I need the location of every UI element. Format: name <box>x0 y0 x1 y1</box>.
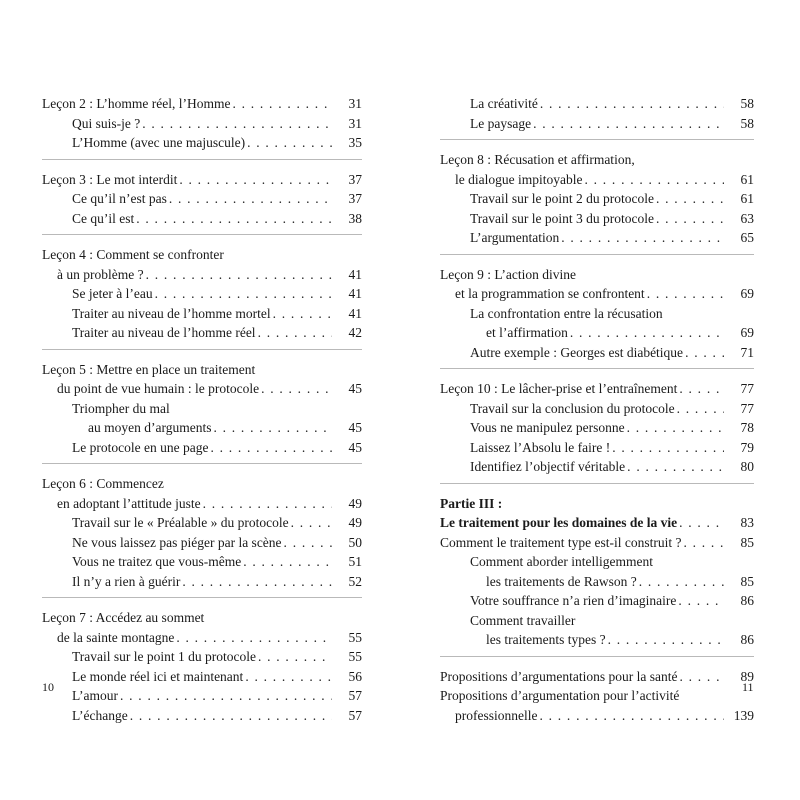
toc-entry <box>42 533 362 553</box>
toc-page: 79 <box>740 439 754 455</box>
toc-title: Vous ne traitez que vous-même <box>72 554 242 569</box>
toc-page: 86 <box>740 632 754 647</box>
toc-title: Qui suis-je ? <box>72 115 141 131</box>
toc-page: 57 <box>348 707 362 723</box>
toc-title-line: Leçon 9 : L’action divine <box>440 266 576 282</box>
toc-page: 58 <box>740 96 754 111</box>
toc-group-lesson-2 <box>42 94 362 160</box>
toc-entry <box>42 572 362 592</box>
toc-title: Se jeter à l’eau <box>72 286 153 301</box>
toc-title: les traitements de Rawson ? <box>486 573 637 589</box>
leader-dots <box>284 533 332 553</box>
toc-title-line: Leçon 6 : Commencez <box>42 476 164 491</box>
toc-page: 55 <box>348 629 362 645</box>
toc-entry <box>440 323 754 343</box>
toc-title: Ce qu’il n’est pas <box>72 191 167 206</box>
page-number-left: 10 <box>42 680 54 694</box>
toc-title: Le protocole en une page <box>72 439 209 455</box>
toc-page: 63 <box>740 210 754 226</box>
leader-dots <box>612 438 724 458</box>
toc-entry <box>42 114 362 134</box>
toc-title: de la sainte montagne <box>57 629 175 645</box>
toc-title-line: Comment travailler <box>470 612 576 628</box>
toc-entry <box>440 114 754 134</box>
leader-dots <box>678 591 724 611</box>
toc-title: Comment le traitement type est-il construit ? <box>440 534 682 550</box>
toc-title: Le monde réel ici et maintenant <box>72 668 244 684</box>
toc-entry <box>440 438 754 458</box>
toc-page: 77 <box>740 381 754 396</box>
toc-entry <box>440 379 754 399</box>
toc-entry <box>42 209 362 229</box>
toc-title: Travail sur le point 2 du protocole <box>470 191 654 206</box>
toc-title: Identifiez l’objectif véritable <box>470 459 626 474</box>
leader-dots <box>608 630 724 650</box>
leader-dots <box>245 667 332 687</box>
toc-title: Le traitement pour les domaines de la vie <box>440 515 678 530</box>
leader-dots <box>136 209 332 229</box>
toc-page: 85 <box>740 573 754 589</box>
toc-page: 86 <box>740 593 754 608</box>
toc-title: Le paysage <box>470 115 532 131</box>
leader-dots <box>627 418 724 438</box>
leader-dots <box>679 379 724 399</box>
toc-entry <box>440 170 754 190</box>
toc-title: les traitements types ? <box>486 632 606 647</box>
toc-entry <box>440 418 754 438</box>
toc-page: 139 <box>733 707 754 723</box>
leader-dots <box>539 706 724 726</box>
toc-entry <box>42 628 362 648</box>
toc-page: 41 <box>348 266 362 282</box>
toc-title: Ne vous laissez pas piéger par la scène <box>72 534 282 550</box>
toc-right-column <box>440 94 754 731</box>
toc-title: Ce qu’il est <box>72 210 135 226</box>
toc-page: 50 <box>348 534 362 550</box>
toc-title: du point de vue humain : le protocole <box>57 381 260 396</box>
leader-dots <box>247 133 332 153</box>
toc-entry <box>42 304 362 324</box>
toc-entry <box>42 284 362 304</box>
leader-dots <box>540 94 724 114</box>
toc-entry <box>440 343 754 363</box>
toc-entry <box>440 572 754 592</box>
toc-title-line: Comment aborder intelligemment <box>470 554 653 569</box>
leader-dots <box>213 418 332 438</box>
toc-group-lesson-9 <box>440 265 754 370</box>
leader-dots <box>683 533 724 553</box>
toc-title: Leçon 3 : Le mot interdit <box>42 171 178 187</box>
toc-group-lesson-6 <box>42 474 362 598</box>
toc-group-lesson-5 <box>42 360 362 465</box>
toc-entry <box>42 513 362 533</box>
toc-title: Travail sur le point 1 du protocole <box>72 649 256 664</box>
leader-dots <box>291 513 332 533</box>
toc-page: 51 <box>348 554 362 569</box>
leader-dots <box>258 323 332 343</box>
toc-page: 58 <box>740 115 754 131</box>
toc-page: 31 <box>348 115 362 131</box>
leader-dots <box>182 572 332 592</box>
leader-dots <box>647 284 724 304</box>
toc-page: 57 <box>348 688 362 703</box>
toc-title: Travail sur le « Préalable » du protocole <box>72 515 289 530</box>
leader-dots <box>533 114 724 134</box>
leader-dots <box>677 399 724 419</box>
toc-group-lesson-10 <box>440 379 754 484</box>
toc-title: Autre exemple : Georges est diabétique <box>470 344 684 360</box>
toc-page: 31 <box>348 96 362 111</box>
toc-page: 38 <box>348 210 362 226</box>
leader-dots <box>120 686 332 706</box>
leader-dots <box>656 189 724 209</box>
toc-page: 77 <box>740 400 754 416</box>
toc-title-line: Leçon 4 : Comment se confronter <box>42 247 224 262</box>
toc-page: 69 <box>740 325 754 340</box>
toc-title: Travail sur la conclusion du protocole <box>470 400 675 416</box>
toc-title: Traiter au niveau de l’homme mortel <box>72 305 271 321</box>
leader-dots <box>130 706 332 726</box>
toc-title: L’Homme (avec une majuscule) <box>72 135 246 150</box>
toc-title: professionnelle <box>455 707 538 723</box>
leader-dots <box>584 170 724 190</box>
leader-dots <box>243 552 332 572</box>
toc-page: 69 <box>740 286 754 301</box>
toc-page: 49 <box>348 495 362 511</box>
toc-title: Votre souffrance n’a rien d’imaginaire <box>470 593 677 608</box>
toc-page: 61 <box>740 191 754 206</box>
leader-dots <box>176 628 332 648</box>
toc-page: 83 <box>740 515 754 530</box>
toc-title: L’amour <box>72 688 118 703</box>
toc-entry <box>42 494 362 514</box>
leader-dots <box>679 513 724 533</box>
leader-dots <box>210 438 332 458</box>
toc-title: Leçon 10 : Le lâcher-prise et l’entraînement <box>440 381 678 396</box>
toc-page: 45 <box>348 420 362 435</box>
part-label: Partie III : <box>440 495 503 511</box>
leader-dots <box>142 114 332 134</box>
leader-dots <box>179 170 332 190</box>
toc-entry <box>42 418 362 438</box>
toc-left-column <box>42 94 362 731</box>
toc-title: La créativité <box>470 96 538 111</box>
leader-dots <box>627 457 724 477</box>
leader-dots <box>570 323 724 343</box>
toc-entry <box>440 533 754 553</box>
toc-title: et l’affirmation <box>486 325 568 340</box>
toc-title: en adoptant l’attitude juste <box>57 495 201 511</box>
toc-entry <box>440 209 754 229</box>
leader-dots <box>232 94 332 114</box>
toc-title: Laissez l’Absolu le faire ! <box>470 439 611 455</box>
leader-dots <box>561 228 724 248</box>
toc-entry <box>42 552 362 572</box>
toc-entry <box>42 94 362 114</box>
leader-dots <box>679 667 724 687</box>
toc-entry <box>42 686 362 706</box>
toc-group-propositions <box>440 667 754 732</box>
toc-entry <box>440 189 754 209</box>
leader-dots <box>146 265 332 285</box>
toc-title-line: La confrontation entre la récusation <box>470 305 663 321</box>
toc-title: et la programmation se confrontent <box>455 286 645 301</box>
toc-page: 45 <box>348 381 362 396</box>
leader-dots <box>261 379 332 399</box>
toc-page: 65 <box>740 230 754 245</box>
toc-group-part-3 <box>440 494 754 657</box>
toc-title: Travail sur le point 3 du protocole <box>470 210 654 226</box>
leader-dots <box>169 189 332 209</box>
toc-title: Il n’y a rien à guérir <box>72 573 181 589</box>
toc-title-line: Propositions d’argumentation pour l’activité <box>440 688 680 703</box>
toc-title: le dialogue impitoyable <box>455 171 583 187</box>
toc-entry <box>440 706 754 726</box>
toc-page: 37 <box>348 171 362 187</box>
toc-page: 89 <box>740 668 754 684</box>
toc-title: Vous ne manipulez personne <box>470 420 625 435</box>
leader-dots <box>258 647 332 667</box>
toc-entry <box>42 667 362 687</box>
toc-title: Leçon 2 : L’homme réel, l’Homme <box>42 96 231 111</box>
toc-group-lesson-7 <box>42 608 362 731</box>
toc-title-line: Leçon 8 : Récusation et affirmation, <box>440 152 635 167</box>
toc-group-lesson-3 <box>42 170 362 236</box>
toc-title: Propositions d’argumentations pour la santé <box>440 668 678 684</box>
toc-entry <box>440 667 754 687</box>
toc-page: 71 <box>740 344 754 360</box>
toc-page: 78 <box>740 420 754 435</box>
toc-entry <box>42 706 362 726</box>
toc-entry <box>42 170 362 190</box>
toc-entry <box>42 133 362 153</box>
toc-entry <box>42 323 362 343</box>
toc-entry <box>440 591 754 611</box>
leader-dots <box>155 284 332 304</box>
toc-entry <box>440 284 754 304</box>
toc-title: Traiter au niveau de l’homme réel <box>72 325 256 340</box>
toc-title: à un problème ? <box>57 266 144 282</box>
toc-page: 85 <box>740 534 754 550</box>
toc-title-line: Leçon 5 : Mettre en place un traitement <box>42 361 256 377</box>
toc-page: 52 <box>348 573 362 589</box>
toc-page: 56 <box>348 668 362 684</box>
toc-title: au moyen d’arguments <box>88 420 212 435</box>
toc-title-line: Leçon 7 : Accédez au sommet <box>42 610 205 625</box>
toc-entry <box>440 457 754 477</box>
toc-page: 35 <box>348 135 362 150</box>
toc-group-lesson-8 <box>440 150 754 255</box>
leader-dots <box>203 494 332 514</box>
toc-page: 42 <box>348 325 362 340</box>
leader-dots <box>685 343 724 363</box>
toc-page: 41 <box>348 305 362 321</box>
toc-group-lesson-7-continued <box>440 94 754 140</box>
toc-group-lesson-4 <box>42 245 362 350</box>
toc-entry <box>440 94 754 114</box>
leader-dots <box>273 304 332 324</box>
toc-entry <box>42 438 362 458</box>
toc-page: 55 <box>348 649 362 664</box>
page-number-right: 11 <box>742 680 754 694</box>
toc-title: L’argumentation <box>470 230 560 245</box>
toc-page: 80 <box>740 459 754 474</box>
leader-dots <box>639 572 724 592</box>
toc-page: 61 <box>740 171 754 187</box>
toc-page: 49 <box>348 515 362 530</box>
leader-dots <box>656 209 724 229</box>
toc-entry <box>440 513 754 533</box>
toc-entry <box>440 399 754 419</box>
toc-entry <box>42 189 362 209</box>
toc-entry <box>42 265 362 285</box>
toc-page: 41 <box>348 286 362 301</box>
toc-entry <box>42 647 362 667</box>
toc-page: 45 <box>348 439 362 455</box>
toc-entry <box>42 379 362 399</box>
toc-page: 37 <box>348 191 362 206</box>
toc-entry <box>440 228 754 248</box>
toc-title: L’échange <box>72 707 128 723</box>
toc-title-line: Triompher du mal <box>72 400 170 416</box>
toc-entry <box>440 630 754 650</box>
